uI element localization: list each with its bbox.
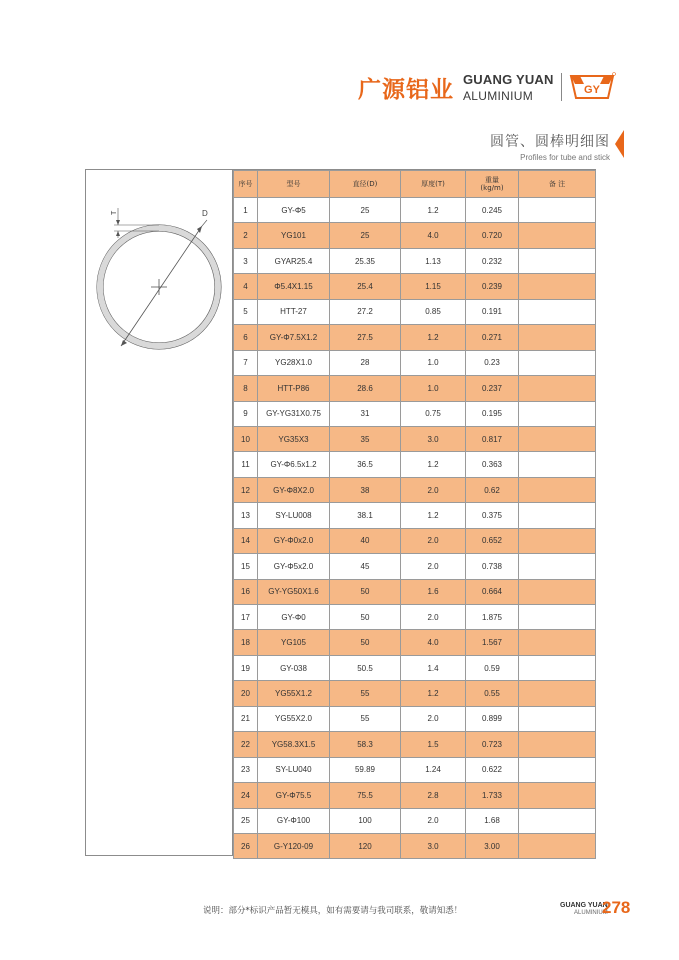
cell-weight: 1.567 (466, 630, 519, 655)
cell-diameter: 25 (330, 223, 401, 248)
header-note: 备 注 (519, 171, 596, 198)
cell-no: 25 (234, 808, 258, 833)
cell-no: 24 (234, 783, 258, 808)
cell-weight: 0.59 (466, 655, 519, 680)
cell-note (519, 605, 596, 630)
cell-diameter: 120 (330, 833, 401, 858)
cell-no: 7 (234, 350, 258, 375)
cell-model: GY-Φ75.5 (258, 783, 330, 808)
cell-model: SY-LU008 (258, 503, 330, 528)
cell-model: GY-Φ5x2.0 (258, 554, 330, 579)
cell-thickness: 1.24 (401, 757, 466, 782)
cell-no: 17 (234, 605, 258, 630)
cell-diameter: 50 (330, 630, 401, 655)
footer-note: 说明：部分*标识产品暂无模具，如有需要请与我司联系，敬请知悉！ (203, 906, 463, 916)
cell-diameter: 38.1 (330, 503, 401, 528)
cell-thickness: 2.0 (401, 528, 466, 553)
cell-note (519, 248, 596, 273)
cell-model: YG55X2.0 (258, 706, 330, 731)
cell-diameter: 36.5 (330, 452, 401, 477)
logo-divider (561, 73, 562, 101)
cell-no: 3 (234, 248, 258, 273)
table-body (234, 198, 596, 859)
cell-weight: 3.00 (466, 833, 519, 858)
cell-model: GY-Φ7.5X1.2 (258, 325, 330, 350)
cell-diameter: 50 (330, 579, 401, 604)
header-model: 型号 (258, 171, 330, 198)
cell-model: GY-038 (258, 655, 330, 680)
cell-note (519, 452, 596, 477)
cell-thickness: 1.13 (401, 248, 466, 273)
table-row (234, 655, 596, 680)
cell-note (519, 706, 596, 731)
cell-no: 23 (234, 757, 258, 782)
cell-diameter: 35 (330, 426, 401, 451)
cell-note (519, 223, 596, 248)
table-row (234, 223, 596, 248)
cell-weight: 0.664 (466, 579, 519, 604)
cell-no: 10 (234, 426, 258, 451)
cell-diameter: 38 (330, 477, 401, 502)
table-row (234, 757, 596, 782)
cell-model: YG28X1.0 (258, 350, 330, 375)
table-row (234, 426, 596, 451)
table-row (234, 681, 596, 706)
cell-thickness: 3.0 (401, 833, 466, 858)
cell-no: 20 (234, 681, 258, 706)
cell-no: 5 (234, 299, 258, 324)
cell-thickness: 2.0 (401, 477, 466, 502)
table-header-row (234, 171, 596, 198)
cell-weight: 0.375 (466, 503, 519, 528)
cell-note (519, 325, 596, 350)
cell-thickness: 1.2 (401, 503, 466, 528)
cell-diameter: 55 (330, 681, 401, 706)
cell-thickness: 1.15 (401, 274, 466, 299)
cell-thickness: 4.0 (401, 223, 466, 248)
cell-no: 18 (234, 630, 258, 655)
cell-no: 13 (234, 503, 258, 528)
section-title-en: Profiles for tube and stick (520, 153, 610, 162)
cell-diameter: 59.89 (330, 757, 401, 782)
cell-no: 19 (234, 655, 258, 680)
cell-no: 4 (234, 274, 258, 299)
cell-diameter: 28.6 (330, 376, 401, 401)
cell-thickness: 1.4 (401, 655, 466, 680)
cell-weight: 1.68 (466, 808, 519, 833)
cell-model: GY-YG50X1.6 (258, 579, 330, 604)
cell-model: GY-Φ0x2.0 (258, 528, 330, 553)
header-no: 序号 (234, 171, 258, 198)
cell-thickness: 1.2 (401, 198, 466, 223)
diameter-label: D (202, 209, 208, 218)
cell-weight: 0.239 (466, 274, 519, 299)
cell-model: GY-Φ100 (258, 808, 330, 833)
cell-model: HTT-P86 (258, 376, 330, 401)
cell-thickness: 0.85 (401, 299, 466, 324)
header-weight-line1: 重量 (485, 175, 499, 184)
cell-model: G-Y120-09 (258, 833, 330, 858)
cell-weight: 0.271 (466, 325, 519, 350)
cell-weight: 0.817 (466, 426, 519, 451)
cell-model: Φ5.4X1.15 (258, 274, 330, 299)
cell-diameter: 50 (330, 605, 401, 630)
brand-name-cn: 广源铝业 (358, 76, 454, 103)
brand-name-en-line1: GUANG YUAN (463, 71, 554, 87)
table-row (234, 808, 596, 833)
cell-model: GY-Φ8X2.0 (258, 477, 330, 502)
brand-logo (358, 70, 616, 104)
page-number: 278 (602, 898, 631, 917)
table-row (234, 706, 596, 731)
cell-model: GYAR25.4 (258, 248, 330, 273)
table-row (234, 401, 596, 426)
cell-note (519, 757, 596, 782)
table-row (234, 554, 596, 579)
cell-thickness: 0.75 (401, 401, 466, 426)
cell-diameter: 27.5 (330, 325, 401, 350)
cell-note (519, 198, 596, 223)
cell-note (519, 426, 596, 451)
cell-model: YG35X3 (258, 426, 330, 451)
cell-diameter: 25.35 (330, 248, 401, 273)
table-row (234, 325, 596, 350)
table-row (234, 452, 596, 477)
section-tab-marker (615, 130, 624, 158)
tube-cross-section-drawing (86, 198, 233, 358)
cell-weight: 1.875 (466, 605, 519, 630)
profile-frame (85, 169, 596, 856)
cell-weight: 0.195 (466, 401, 519, 426)
footer-brand (560, 902, 608, 916)
cell-no: 15 (234, 554, 258, 579)
cell-weight: 0.723 (466, 732, 519, 757)
cell-model: YG58.3X1.5 (258, 732, 330, 757)
cell-thickness: 3.0 (401, 426, 466, 451)
cell-thickness: 1.2 (401, 325, 466, 350)
cell-weight: 0.738 (466, 554, 519, 579)
cell-note (519, 579, 596, 604)
cell-diameter: 75.5 (330, 783, 401, 808)
cell-note (519, 477, 596, 502)
cell-thickness: 1.2 (401, 452, 466, 477)
cell-model: GY-Φ5 (258, 198, 330, 223)
cell-thickness: 2.0 (401, 808, 466, 833)
cell-no: 9 (234, 401, 258, 426)
table-row (234, 503, 596, 528)
cell-no: 21 (234, 706, 258, 731)
cell-no: 16 (234, 579, 258, 604)
cell-no: 2 (234, 223, 258, 248)
cell-model: SY-LU040 (258, 757, 330, 782)
cell-weight: 0.652 (466, 528, 519, 553)
cell-diameter: 25 (330, 198, 401, 223)
table-row (234, 299, 596, 324)
cell-diameter: 25.4 (330, 274, 401, 299)
cell-weight: 1.733 (466, 783, 519, 808)
section-title-cn: 圆管、圆棒明细图 (490, 134, 610, 150)
table-row (234, 783, 596, 808)
cell-model: YG55X1.2 (258, 681, 330, 706)
brand-mark-text: GY (583, 84, 600, 96)
table-row (234, 350, 596, 375)
cell-weight: 0.363 (466, 452, 519, 477)
cell-diameter: 55 (330, 706, 401, 731)
profile-spec-table (233, 170, 596, 859)
cell-note (519, 503, 596, 528)
cell-diameter: 58.3 (330, 732, 401, 757)
cell-weight: 0.245 (466, 198, 519, 223)
cell-thickness: 2.8 (401, 783, 466, 808)
cell-diameter: 100 (330, 808, 401, 833)
cell-weight: 0.55 (466, 681, 519, 706)
cell-model: YG105 (258, 630, 330, 655)
cell-no: 8 (234, 376, 258, 401)
cell-weight: 0.237 (466, 376, 519, 401)
cell-thickness: 1.5 (401, 732, 466, 757)
table-row (234, 198, 596, 223)
header-thickness: 厚度(T) (401, 171, 466, 198)
cell-no: 6 (234, 325, 258, 350)
cell-thickness: 1.2 (401, 681, 466, 706)
cell-note (519, 783, 596, 808)
cell-thickness: 1.6 (401, 579, 466, 604)
table-row (234, 274, 596, 299)
cell-note (519, 681, 596, 706)
cell-model: GY-Φ0 (258, 605, 330, 630)
table-row (234, 630, 596, 655)
cell-note (519, 808, 596, 833)
cell-no: 1 (234, 198, 258, 223)
cell-no: 22 (234, 732, 258, 757)
table-row (234, 248, 596, 273)
cell-thickness: 1.0 (401, 350, 466, 375)
cell-note (519, 350, 596, 375)
cell-weight: 0.899 (466, 706, 519, 731)
cell-diameter: 31 (330, 401, 401, 426)
drawing-panel (86, 170, 233, 855)
cell-model: GY-YG31X0.75 (258, 401, 330, 426)
cell-model: HTT-27 (258, 299, 330, 324)
cell-thickness: 1.0 (401, 376, 466, 401)
cell-note (519, 732, 596, 757)
cell-weight: 0.720 (466, 223, 519, 248)
table-row (234, 579, 596, 604)
cell-note (519, 401, 596, 426)
cell-diameter: 50.5 (330, 655, 401, 680)
header-diameter: 直径(D) (330, 171, 401, 198)
cell-model: YG101 (258, 223, 330, 248)
cell-thickness: 2.0 (401, 605, 466, 630)
cell-weight: 0.23 (466, 350, 519, 375)
cell-weight: 0.191 (466, 299, 519, 324)
section-title (490, 131, 610, 162)
cell-note (519, 630, 596, 655)
cell-note (519, 376, 596, 401)
cell-weight: 0.232 (466, 248, 519, 273)
cell-note (519, 554, 596, 579)
cell-thickness: 2.0 (401, 554, 466, 579)
cell-thickness: 4.0 (401, 630, 466, 655)
cell-note (519, 274, 596, 299)
table-row (234, 376, 596, 401)
header-weight (466, 171, 519, 198)
cell-no: 11 (234, 452, 258, 477)
cell-note (519, 528, 596, 553)
brand-name-en (463, 73, 554, 102)
cell-weight: 0.62 (466, 477, 519, 502)
table-row (234, 528, 596, 553)
table-row (234, 732, 596, 757)
cell-diameter: 40 (330, 528, 401, 553)
cell-note (519, 299, 596, 324)
cell-note (519, 655, 596, 680)
footer-brand-line2: ALUMINIUM (574, 910, 608, 916)
cell-model: GY-Φ6.5x1.2 (258, 452, 330, 477)
header-weight-line2: (kg/m) (480, 184, 504, 192)
cell-diameter: 45 (330, 554, 401, 579)
table-row (234, 477, 596, 502)
cell-no: 14 (234, 528, 258, 553)
brand-mark-icon (568, 72, 616, 102)
table-row (234, 605, 596, 630)
cell-thickness: 2.0 (401, 706, 466, 731)
cell-note (519, 833, 596, 858)
cell-diameter: 27.2 (330, 299, 401, 324)
cell-no: 12 (234, 477, 258, 502)
cell-weight: 0.622 (466, 757, 519, 782)
cell-no: 26 (234, 833, 258, 858)
table-row (234, 833, 596, 858)
footer-brand-line1: GUANG YUAN (560, 902, 608, 909)
thickness-label: T (111, 210, 118, 215)
brand-name-en-line2: ALUMINIUM (463, 88, 534, 103)
cell-diameter: 28 (330, 350, 401, 375)
